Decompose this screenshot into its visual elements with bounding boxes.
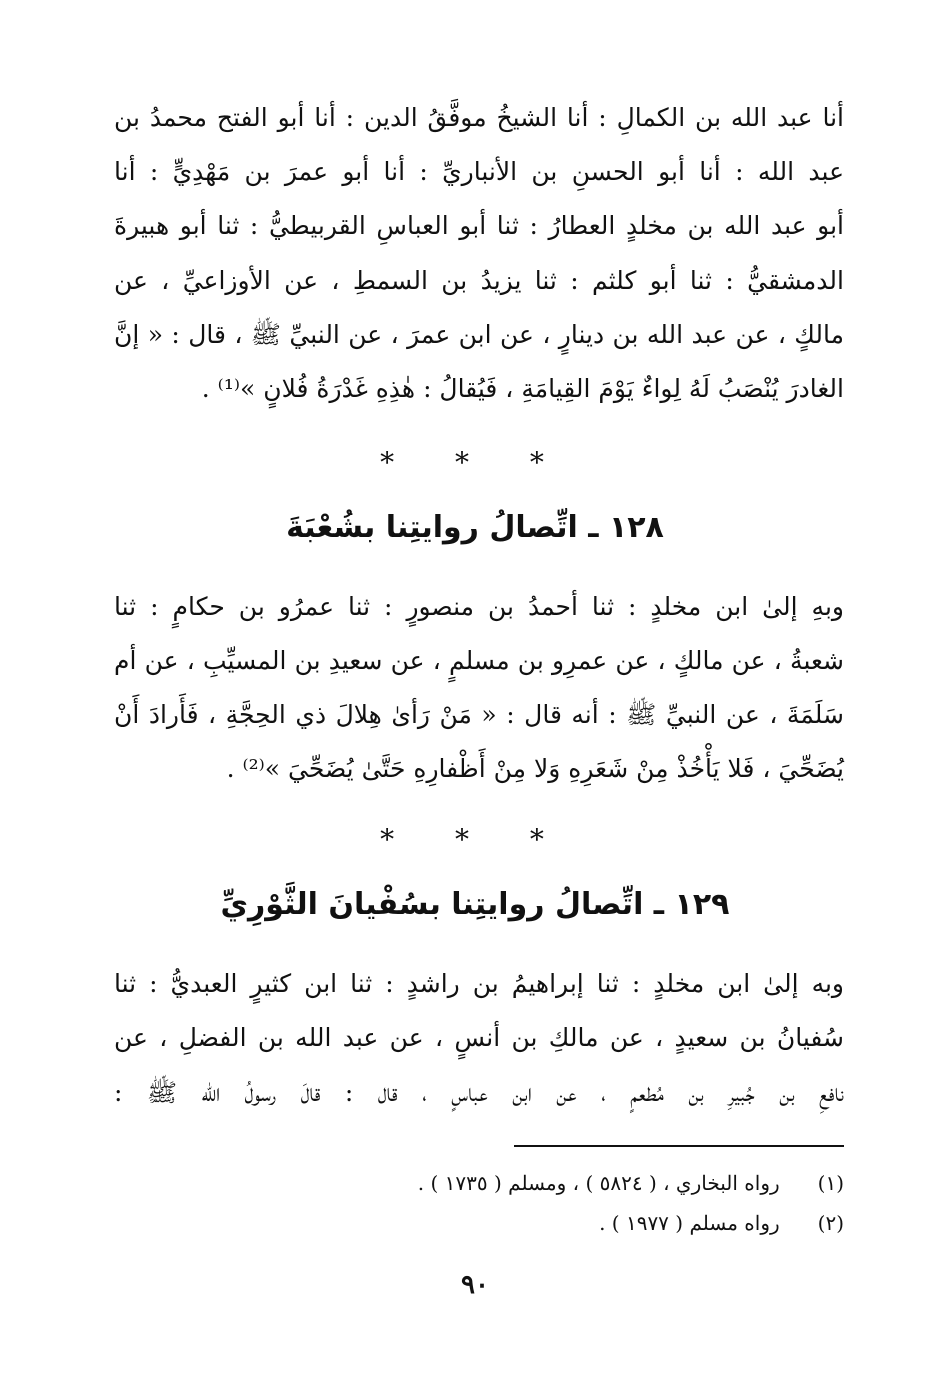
section-separator-stars: * * *: [380, 823, 570, 856]
footnote-separator: [514, 1145, 844, 1147]
text-line: مالكٍ ، عن عبد الله بن دينارٍ ، عن ابن عمرَ ، عن النبيِّ ﷺ ، قال : « إنَّ: [114, 320, 844, 349]
footnote-number: (١): [817, 1171, 844, 1195]
text-line: يُضَحِّيَ ، فَلا يَأْخُذْ مِنْ شَعَرِهِ وَلا مِنْ أَظْفارِهِ حَتَّىٰ يُضَحِّيَ »⁽²⁾ .: [226, 754, 844, 783]
text-line: نافعِ بن جُبيرِ بن مُطعمٍ ، عن ابن عباسٍ ، قال : قالَ رسولُ الله ﷺ :: [114, 1078, 844, 1107]
footnote-text: رواه مسلم ( ١٩٧٧ ) .: [599, 1211, 780, 1235]
text-line: وبهِ إلىٰ ابن مخلدٍ : ثنا أحمدُ بن منصورٍ : ثنا عمرُو بن حكامٍ : ثنا: [114, 592, 844, 621]
text-line: سُفيانُ بن سعيدٍ ، عن مالكِ بن أنسٍ ، عن عبد الله بن الفضلِ ، عن: [114, 1023, 844, 1052]
text-line: أبو عبد الله بن مخلدٍ العطارُ : ثنا أبو العباسِ القربيطيُّ : ثنا أبو هبيرةَ: [114, 211, 844, 240]
footnote-2: [104, 1210, 844, 1236]
text-line: الغادرَ يُنْصَبُ لَهُ لِواءٌ يَوْمَ القِيامَةِ ، فَيُقالُ : هٰذِهِ غَدْرَةُ فُلانٍ »⁽¹⁾ .: [201, 374, 844, 403]
text-line: سَلَمَةَ ، عن النبيِّ ﷺ : أنه قال : « مَنْ رَأىٰ هِلالَ ذي الحِجَّةِ ، فَأَرادَ أَنْ: [114, 700, 844, 729]
page-number: ٩٠: [461, 1270, 489, 1300]
text-line: وبه إلىٰ ابن مخلدٍ : ثنا إبراهيمُ بن راشدٍ : ثنا ابن كثيرٍ العبديُّ : ثنا: [114, 969, 844, 998]
footnote-number: (٢): [817, 1211, 844, 1235]
text-line: الدمشقيُّ : ثنا أبو كلثم : ثنا يزيدُ بن السمطِ ، عن الأوزاعيِّ ، عن: [114, 266, 844, 295]
section-heading-128: ١٢٨ ـ اتِّصالُ روايتِنا بشُعْبَةَ: [286, 510, 664, 545]
footnote-1: [104, 1170, 844, 1196]
text-line: عبد الله : أنا أبو الحسنِ بن الأنباريِّ : أنا أبو عمرَ بن مَهْدِيٍّ : أنا: [114, 157, 844, 186]
section-separator-stars: * * *: [380, 446, 570, 479]
section-heading-129: ١٢٩ ـ اتِّصالُ روايتِنا بسُفْيانَ الثَّوْرِيِّ: [220, 887, 730, 922]
footnote-text: رواه البخاري ، ( ٥٨٢٤ ) ، ومسلم ( ١٧٣٥ ) .: [417, 1171, 780, 1195]
text-line: شعبةُ ، عن مالكٍ ، عن عمرِو بن مسلمٍ ، عن سعيدِ بن المسيِّبِ ، عن أم: [114, 646, 844, 675]
text-line: أنا عبد الله بن الكمالِ : أنا الشيخُ موفَّقُ الدين : أنا أبو الفتح محمدُ بن: [114, 103, 844, 132]
